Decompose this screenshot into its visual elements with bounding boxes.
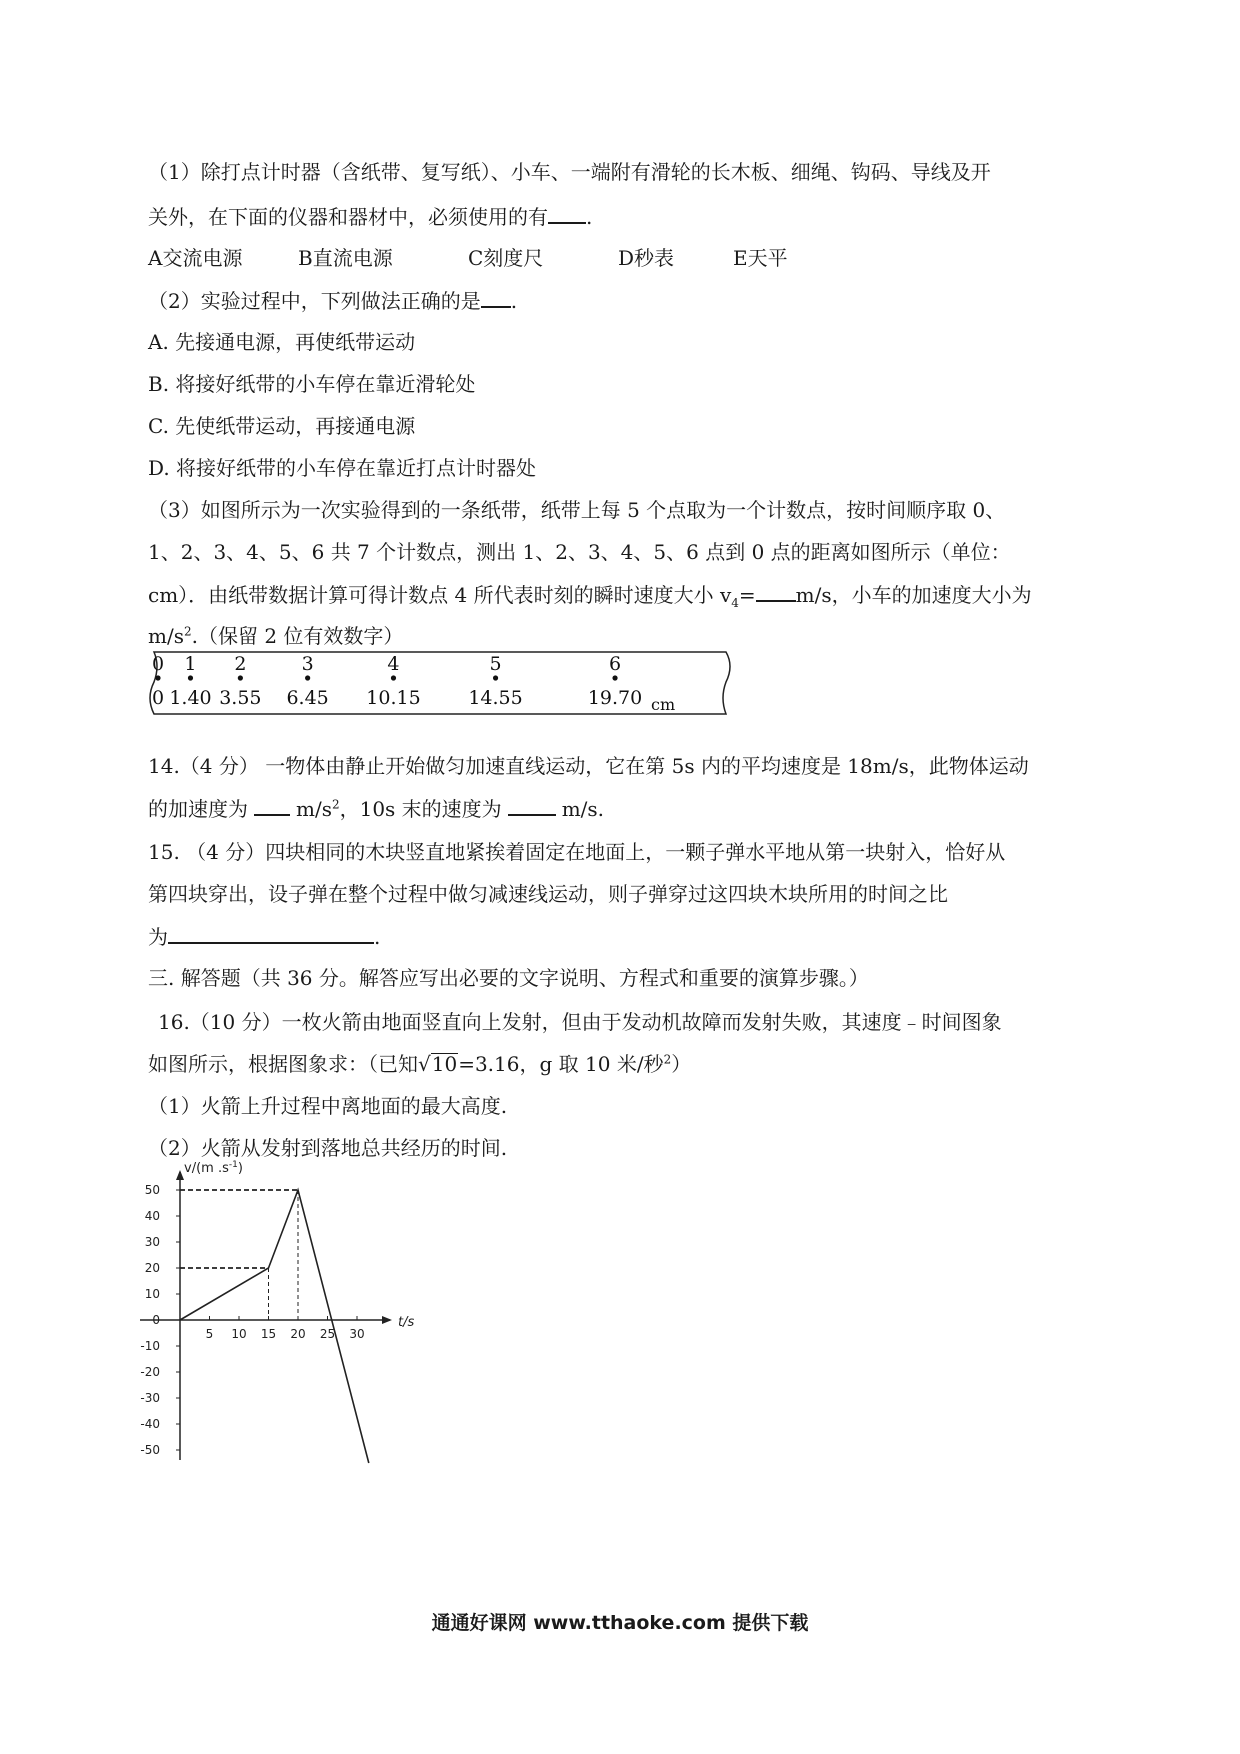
y-tick-label: 40 — [144, 1209, 160, 1223]
y-axis-arrow — [176, 1170, 184, 1180]
tape-point-label: 0 — [151, 653, 165, 675]
q14-line2-d: m/s. — [561, 797, 605, 821]
x-axis-label: t/s — [398, 1315, 415, 1330]
tape-dot — [155, 675, 160, 680]
y-tick-label: -20 — [140, 1365, 160, 1379]
q13-p1-line2 — [148, 204, 592, 229]
q16-line2-b: =3.16，g 取 10 米/秒 — [458, 1052, 664, 1076]
q16-line2-a: 如图所示，根据图象求：（已知 — [148, 1052, 418, 1076]
tape-dot — [238, 675, 243, 680]
q16-line1: 16.（10 分）一枚火箭由地面竖直向上发射，但由于发动机故障而发射失败，其速度﹣时间图象 — [158, 1010, 1002, 1034]
x-tick-label: 10 — [231, 1327, 247, 1341]
velocity-time-graph — [140, 1160, 450, 1480]
y-tick-label: -40 — [140, 1417, 160, 1431]
tape-dot — [305, 675, 310, 680]
y-tick-label: -30 — [140, 1391, 160, 1405]
q13-p1-options — [148, 246, 788, 270]
q13-p1-line2-text: 关外，在下面的仪器和器材中，必须使用的有 — [148, 205, 548, 229]
tape-distance-label: 0 — [151, 687, 165, 709]
q13-p3-line4-a: m/s — [148, 624, 184, 648]
answer-blank[interactable] — [508, 796, 556, 816]
paper-tape-figure — [148, 648, 733, 718]
sqrt-symbol: √ — [418, 1052, 431, 1076]
y-tick-label: -10 — [140, 1339, 160, 1353]
tape-dot — [493, 675, 498, 680]
x-tick-label: 25 — [319, 1327, 336, 1341]
y-tick-label: 30 — [144, 1235, 160, 1249]
q13-p2-stem-end: . — [510, 289, 518, 313]
q16-line2-sup: 2 — [663, 1052, 672, 1067]
tape-dot — [391, 675, 396, 680]
q16-sqrt-arg: 10 — [431, 1052, 458, 1076]
option-c: C刻度尺 — [468, 246, 544, 270]
option-d: D秒表 — [618, 246, 675, 270]
q13-p1-line2-end: . — [586, 205, 593, 229]
tape-distance-label: 1.40 — [169, 687, 212, 709]
y-tick-label: 10 — [144, 1287, 160, 1301]
q13-p2-option-d: D. 将接好纸带的小车停在靠近打点计时器处 — [148, 456, 537, 480]
answer-blank[interactable] — [756, 582, 796, 602]
tape-distance-label: 3.55 — [219, 687, 262, 709]
q16-line2-c: ） — [671, 1052, 692, 1076]
tape-point-label: 4 — [387, 653, 400, 675]
q13-p2-option-c: C. 先使纸带运动，再接通电源 — [148, 414, 416, 438]
y-tick-label: 0 — [152, 1313, 160, 1327]
x-tick-label: 20 — [290, 1327, 306, 1341]
y-tick-label: -50 — [140, 1443, 160, 1457]
tape-distance-label: 6.45 — [286, 687, 329, 709]
q14-line1: 14.（4 分） 一物体由静止开始做匀加速直线运动，它在第 5s 内的平均速度是 18m/s，此物体运动 — [148, 754, 1029, 778]
q13-p1-line1: （1）除打点计时器（含纸带、复写纸）、小车、一端附有滑轮的长木板、细绳、钩码、导线及开 — [148, 160, 991, 184]
q13-p2-option-b: B. 将接好纸带的小车停在靠近滑轮处 — [148, 372, 476, 396]
x-axis-arrow — [382, 1316, 392, 1324]
tape-distance-label: 14.55 — [468, 687, 523, 709]
q14-line2-sup: 2 — [331, 797, 340, 812]
q16-line2 — [148, 1052, 691, 1076]
tape-unit-label: cm — [651, 695, 676, 714]
option-b: B直流电源 — [298, 246, 393, 270]
tape-point-label: 5 — [489, 653, 502, 675]
answer-blank[interactable] — [481, 288, 511, 308]
tape-point-label: 1 — [184, 653, 197, 675]
q13-p2-stem — [148, 288, 517, 313]
tape-distance-label: 10.15 — [366, 687, 421, 709]
q15-line1: 15. （4 分）四块相同的木块竖直地紧挨着固定在地面上，一颗子弹水平地从第一块射入，恰好从 — [148, 840, 1006, 864]
q14-line2-a: 的加速度为 — [148, 797, 248, 821]
q16-part2: （2）火箭从发射到落地总共经历的时间. — [148, 1136, 508, 1160]
page-footer: 通通好课网 www.tthaoke.com 提供下载 — [431, 1612, 809, 1634]
q15-line3-a: 为 — [148, 925, 168, 949]
section-3-heading: 三. 解答题（共 36 分。解答应写出必要的文字说明、方程式和重要的演算步骤。） — [148, 966, 869, 990]
y-axis-label: v/(m $.s^{-1}$) — [184, 1160, 243, 1176]
q13-p2-option-a: A. 先接通电源，再使纸带运动 — [148, 330, 416, 354]
q13-p3-line3 — [148, 582, 1032, 610]
answer-blank[interactable] — [548, 204, 586, 224]
q13-p3-line3-c: m/s，小车的加速度大小为 — [795, 583, 1032, 607]
answer-blank[interactable] — [254, 796, 290, 816]
y-tick-label: 20 — [144, 1261, 160, 1275]
tape-point-label: 6 — [608, 653, 622, 675]
q13-p3-line2: 1、2、3、4、5、6 共 7 个计数点，测出 1、2、3、4、5、6 点到 0 点的距离如图所示（单位： — [148, 540, 1011, 564]
q13-p3-line4-b: .（保留 2 位有效数字） — [191, 624, 404, 648]
q15-line3-b: . — [374, 925, 381, 949]
option-a: A交流电源 — [148, 246, 243, 270]
x-tick-label: 30 — [349, 1327, 365, 1341]
tape-point-label: 2 — [234, 653, 247, 675]
q14-line2 — [148, 796, 604, 821]
x-tick-label: 5 — [205, 1327, 214, 1341]
q13-p2-stem-text: （2）实验过程中，下列做法正确的是 — [148, 289, 481, 313]
q16-part1: （1）火箭上升过程中离地面的最大高度. — [148, 1094, 508, 1118]
y-tick-label: 50 — [144, 1183, 160, 1197]
q13-p3-line3-b: = — [738, 583, 756, 607]
q15-line2: 第四块穿出，设子弹在整个过程中做匀减速线运动，则子弹穿过这四块木块所用的时间之比 — [148, 882, 948, 906]
q13-p3-line1: （3）如图所示为一次实验得到的一条纸带，纸带上每 5 个点取为一个计数点，按时间顺序取 0、 — [148, 498, 1006, 522]
q13-p3-line3-a: cm）．由纸带数据计算可得计数点 4 所代表时刻的瞬时速度大小 v — [148, 583, 732, 607]
x-tick-label: 15 — [260, 1327, 277, 1341]
option-e: E天平 — [733, 246, 788, 270]
answer-blank[interactable] — [168, 924, 374, 944]
q13-p3-line3-sub: 4 — [731, 596, 739, 610]
q15-line3 — [148, 924, 380, 949]
q13-p3-line4-sup: 2 — [183, 624, 192, 639]
q13-p3-line4 — [148, 624, 403, 648]
q14-line2-c: ，10s 末的速度为 — [339, 797, 502, 821]
tape-dot — [612, 675, 617, 680]
tape-point-label: 3 — [301, 653, 314, 675]
q14-line2-b: m/s — [296, 797, 332, 821]
tape-dot — [188, 675, 193, 680]
tape-distance-label: 19.70 — [587, 687, 643, 709]
